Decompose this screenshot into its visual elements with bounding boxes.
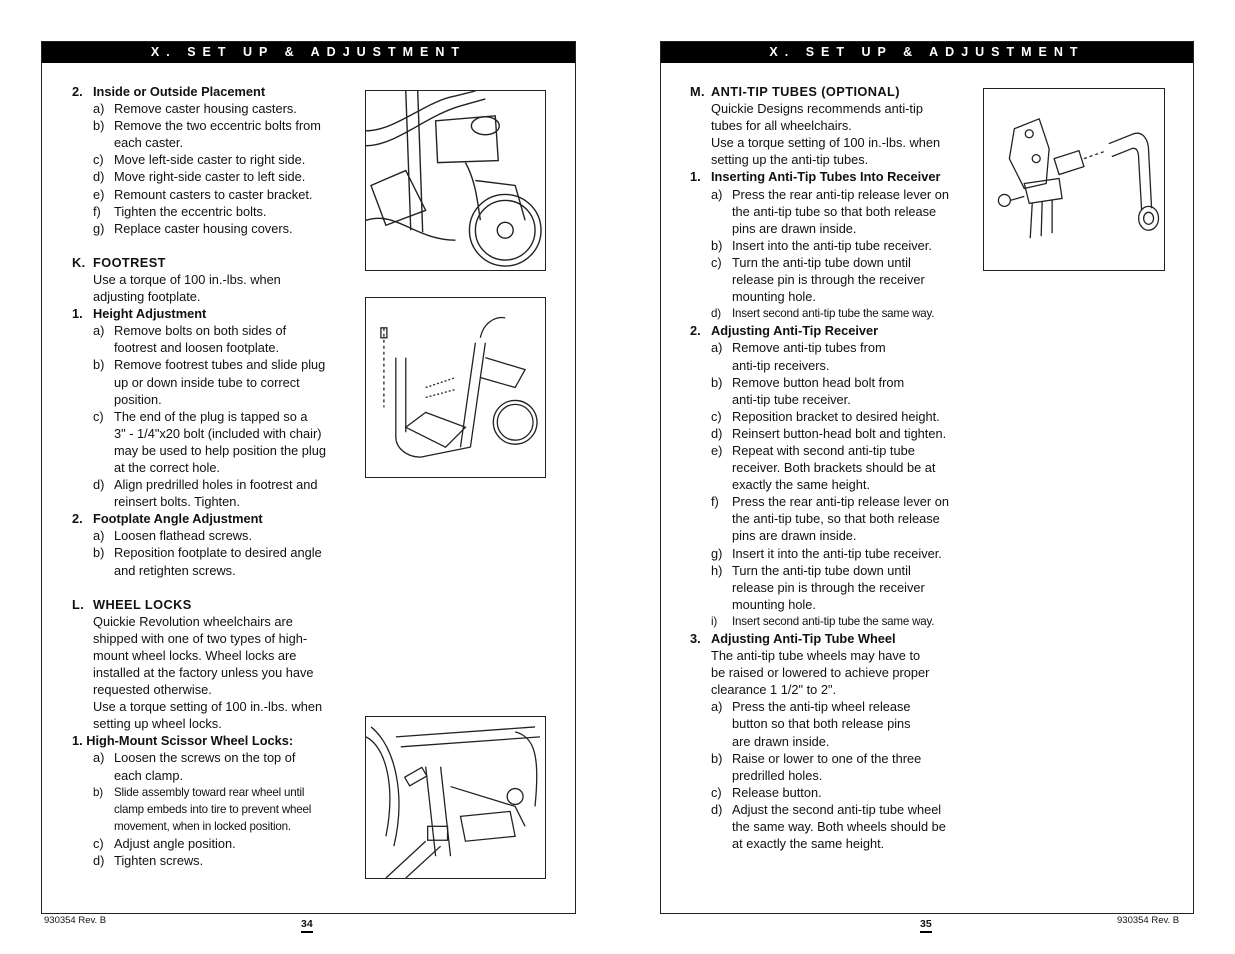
step-line: [72, 220, 372, 237]
step-text: mounting hole.: [732, 289, 816, 305]
step-text: Insert into the anti-tip tube receiver.: [732, 237, 932, 253]
step-line: [72, 391, 372, 408]
receiver-heading: 2. Adjusting Anti-Tip Receiver: [690, 323, 879, 339]
step-text: pins are drawn inside.: [732, 528, 857, 544]
step-text: position.: [114, 391, 162, 407]
step-marker: d): [93, 477, 105, 493]
angle-adjustment-heading: 2. Footplate Angle Adjustment: [72, 511, 263, 527]
step-line: [72, 374, 372, 391]
step-text: may be used to help position the plug: [114, 442, 327, 458]
step-line: [72, 186, 372, 203]
intro-line: installed at the factory unless you have: [93, 665, 314, 680]
intro-line: tubes for all wheelchairs.: [711, 118, 852, 134]
step-line: [690, 254, 990, 271]
step-text: are drawn inside.: [732, 733, 830, 749]
step-text: The end of the plug is tapped so a: [114, 408, 308, 424]
caster-illustration: [365, 90, 546, 271]
step-text: each clamp.: [114, 767, 183, 783]
intro-line: Quickie Designs recommends anti-tip: [711, 101, 923, 117]
step-text: at exactly the same height.: [732, 836, 885, 852]
step-line: [690, 220, 990, 237]
step-text: Turn the anti-tip tube down until: [732, 562, 911, 578]
footrest-heading: K. FOOTREST: [72, 254, 166, 270]
step-line: [690, 237, 990, 254]
step-text: Tighten screws.: [114, 853, 204, 869]
left-text-column: [72, 83, 372, 869]
step-text: anti-tip receivers.: [732, 357, 830, 373]
step-text: Reposition footplate to desired angle: [114, 545, 322, 561]
step-text: the anti-tip tube, so that both release: [732, 511, 940, 527]
step-line: [690, 374, 990, 391]
step-line: [690, 784, 990, 801]
step-line: [690, 288, 990, 305]
step-line: [690, 459, 990, 476]
step-text: Insert second anti-tip tube the same way.: [732, 614, 935, 628]
step-marker: c): [711, 784, 722, 800]
step-text: Reinsert button-head bolt and tighten.: [732, 425, 947, 441]
step-text: Remove caster housing casters.: [114, 101, 297, 117]
intro-line: The anti-tip tube wheels may have to: [711, 648, 921, 664]
step-text: clamp embeds into tire to prevent wheel: [114, 802, 312, 816]
step-text: footrest and loosen footplate.: [114, 340, 280, 356]
step-marker: d): [711, 801, 723, 817]
step-text: release pin is through the receiver: [732, 579, 925, 595]
step-line: [690, 391, 990, 408]
step-marker: d): [711, 425, 723, 441]
antitip-illustration: [983, 88, 1165, 271]
footrest-intro: [72, 271, 372, 305]
step-line: [72, 151, 372, 168]
step-marker: f): [711, 494, 719, 510]
step-line: [72, 801, 372, 818]
step-text: at the correct hole.: [114, 459, 220, 475]
step-line: [690, 527, 990, 544]
step-line: [72, 339, 372, 356]
step-text: the anti-tip tube so that both release: [732, 203, 937, 219]
step-text: Remove bolts on both sides of: [114, 323, 287, 339]
step-line: [72, 117, 372, 134]
step-line: [690, 818, 990, 835]
wheel-intro: [690, 647, 990, 698]
step-line: [690, 596, 990, 613]
step-line: [690, 562, 990, 579]
step-line: [72, 527, 372, 544]
step-text: Align predrilled holes in footrest and: [114, 477, 318, 493]
placement-heading: 2. Inside or Outside Placement: [72, 84, 266, 99]
step-marker: b): [93, 545, 105, 561]
step-text: release pin is through the receiver: [732, 272, 925, 288]
footer-doc-code: 930354 Rev. B: [1117, 915, 1180, 926]
step-line: [72, 767, 372, 784]
step-line: [72, 408, 372, 425]
step-marker: d): [93, 853, 105, 869]
intro-line: setting up the anti-tip tubes.: [711, 152, 869, 168]
intro-line: shipped with one of two types of high-: [93, 630, 308, 646]
step-text: Press the anti-tip wheel release: [732, 699, 911, 715]
step-text: pins are drawn inside.: [732, 220, 857, 236]
step-marker: a): [93, 528, 105, 544]
step-text: Press the rear anti-tip release lever on: [732, 494, 949, 510]
step-line: [690, 750, 990, 767]
step-line: [690, 357, 990, 374]
step-marker: b): [711, 750, 723, 766]
step-marker: a): [711, 186, 723, 202]
receiver-steps: [690, 339, 990, 630]
step-line: [72, 818, 372, 835]
step-line: [72, 852, 372, 869]
placement-steps: [72, 100, 372, 237]
step-marker: a): [93, 323, 105, 339]
step-marker: c): [93, 152, 104, 168]
step-marker: e): [711, 442, 723, 458]
step-text: Remove the two eccentric bolts from: [114, 118, 321, 134]
step-line: [72, 493, 372, 510]
step-marker: a): [711, 699, 723, 715]
wheel-locks-intro: [72, 613, 372, 733]
step-text: each caster.: [114, 135, 184, 151]
page-number: 34: [301, 918, 313, 933]
step-line: [690, 733, 990, 750]
step-line: [690, 698, 990, 715]
footer-doc-code: 930354 Rev. B: [44, 915, 107, 926]
step-text: Adjust the second anti-tip tube wheel: [732, 801, 942, 817]
height-adjustment-heading: 1. Height Adjustment: [72, 306, 207, 322]
intro-line: setting up wheel locks.: [93, 716, 222, 732]
step-text: button so that both release pins: [732, 716, 911, 732]
step-marker: g): [93, 220, 105, 236]
step-line: [690, 339, 990, 356]
step-marker: c): [711, 408, 722, 424]
intro-line: Use a torque setting of 100 in.-lbs. when: [93, 699, 323, 715]
step-line: [690, 203, 990, 220]
wheel-locks-illustration: [365, 716, 546, 879]
step-text: Remove button head bolt from: [732, 374, 905, 390]
step-line: [72, 459, 372, 476]
step-marker: f): [93, 203, 101, 219]
section-banner: X. SET UP & ADJUSTMENT: [42, 42, 575, 63]
angle-steps: [72, 527, 372, 578]
step-line: [72, 356, 372, 373]
step-line: [72, 835, 372, 852]
intro-line: mount wheel locks. Wheel locks are: [93, 647, 297, 663]
step-line: [690, 408, 990, 425]
intro-line: Use a torque of 100 in.-lbs. when: [93, 271, 281, 287]
step-text: reinsert bolts. Tighten.: [114, 494, 240, 510]
step-text: the same way. Both wheels should be: [732, 819, 946, 835]
step-line: [690, 271, 990, 288]
step-line: [690, 476, 990, 493]
step-text: Repeat with second anti-tip tube: [732, 442, 915, 458]
step-line: [72, 562, 372, 579]
step-text: Adjust angle position.: [114, 835, 236, 851]
step-marker: d): [93, 169, 105, 185]
step-line: [72, 322, 372, 339]
section-banner: X. SET UP & ADJUSTMENT: [661, 42, 1193, 63]
step-line: [72, 168, 372, 185]
antitip-heading: M. ANTI-TIP TUBES (OPTIONAL): [690, 84, 900, 99]
step-text: Insert second anti-tip tube the same way.: [732, 307, 935, 321]
step-line: [72, 476, 372, 493]
step-text: exactly the same height.: [732, 477, 870, 493]
step-line: [690, 186, 990, 203]
step-text: Release button.: [732, 784, 822, 800]
step-text: Loosen the screws on the top of: [114, 750, 296, 766]
step-line: [690, 510, 990, 527]
step-marker: e): [93, 186, 105, 202]
step-line: [72, 749, 372, 766]
step-text: and retighten screws.: [114, 562, 236, 578]
step-line: [690, 425, 990, 442]
step-text: Move left-side caster to right side.: [114, 152, 306, 168]
intro-line: requested otherwise.: [93, 682, 212, 698]
step-text: Tighten the eccentric bolts.: [114, 203, 267, 219]
step-line: [72, 134, 372, 151]
step-text: Raise or lower to one of the three: [732, 750, 922, 766]
step-line: [72, 784, 372, 801]
step-marker: a): [93, 101, 105, 117]
step-line: [72, 544, 372, 561]
page-number: 35: [920, 918, 932, 933]
step-text: Remove anti-tip tubes from: [732, 340, 886, 356]
step-line: [690, 835, 990, 852]
step-text: Move right-side caster to left side.: [114, 169, 306, 185]
step-line: [690, 545, 990, 562]
step-marker: c): [711, 254, 722, 270]
step-text: Remove footrest tubes and slide plug: [114, 357, 326, 373]
step-line: [72, 100, 372, 117]
right-page: [660, 41, 1194, 930]
scissor-locks-steps: [72, 749, 372, 869]
step-text: anti-tip tube receiver.: [732, 391, 851, 407]
step-marker: i): [711, 614, 718, 628]
step-line: [72, 203, 372, 220]
step-marker: g): [711, 545, 723, 561]
step-marker: b): [93, 357, 105, 373]
step-line: [690, 613, 990, 630]
step-text: Replace caster housing covers.: [114, 220, 293, 236]
step-text: movement, when in locked position.: [114, 819, 291, 833]
step-line: [690, 579, 990, 596]
step-marker: d): [711, 307, 721, 321]
step-text: Turn the anti-tip tube down until: [732, 254, 911, 270]
step-text: receiver. Both brackets should be at: [732, 460, 936, 476]
footrest-illustration: [365, 297, 546, 478]
wheel-locks-heading: L. WHEEL LOCKS: [72, 596, 192, 612]
left-page: [41, 41, 576, 930]
step-marker: b): [711, 374, 723, 390]
step-line: [690, 493, 990, 510]
step-marker: b): [711, 237, 723, 253]
step-line: [72, 442, 372, 459]
step-text: predrilled holes.: [732, 767, 823, 783]
step-text: Reposition bracket to desired height.: [732, 408, 940, 424]
step-marker: a): [93, 750, 105, 766]
step-text: 3" - 1/4"x20 bolt (included with chair): [114, 425, 322, 441]
step-text: Slide assembly toward rear wheel until: [114, 785, 305, 799]
step-line: [690, 442, 990, 459]
step-text: mounting hole.: [732, 596, 816, 612]
step-text: Insert it into the anti-tip tube receiver.: [732, 545, 942, 561]
intro-line: Quickie Revolution wheelchairs are: [93, 613, 293, 629]
step-line: [690, 715, 990, 732]
scissor-locks-heading: 1. High-Mount Scissor Wheel Locks:: [72, 733, 294, 749]
antitip-intro: [690, 100, 990, 168]
step-text: Remount casters to caster bracket.: [114, 186, 313, 202]
step-text: up or down inside tube to correct: [114, 374, 300, 390]
intro-line: clearance 1 1/2" to 2".: [711, 682, 837, 698]
height-steps: [72, 322, 372, 510]
step-marker: c): [93, 408, 104, 424]
step-text: Loosen flathead screws.: [114, 528, 253, 544]
step-text: Press the rear anti-tip release lever on: [732, 186, 949, 202]
intro-line: adjusting footplate.: [93, 289, 201, 305]
step-line: [72, 425, 372, 442]
intro-line: be raised or lowered to achieve proper: [711, 665, 930, 681]
right-text-column: [690, 83, 990, 852]
step-marker: b): [93, 785, 103, 799]
step-line: [690, 801, 990, 818]
step-marker: c): [93, 835, 104, 851]
step-marker: a): [711, 340, 723, 356]
step-line: [690, 767, 990, 784]
step-marker: b): [93, 118, 105, 134]
step-line: [690, 305, 990, 322]
intro-line: Use a torque setting of 100 in.-lbs. when: [711, 135, 941, 151]
wheel-heading: 3. Adjusting Anti-Tip Tube Wheel: [690, 631, 896, 646]
inserting-heading: 1. Inserting Anti-Tip Tubes Into Receiver: [690, 169, 941, 185]
inserting-steps: [690, 186, 990, 323]
wheel-steps: [690, 698, 990, 852]
step-marker: h): [711, 562, 723, 578]
